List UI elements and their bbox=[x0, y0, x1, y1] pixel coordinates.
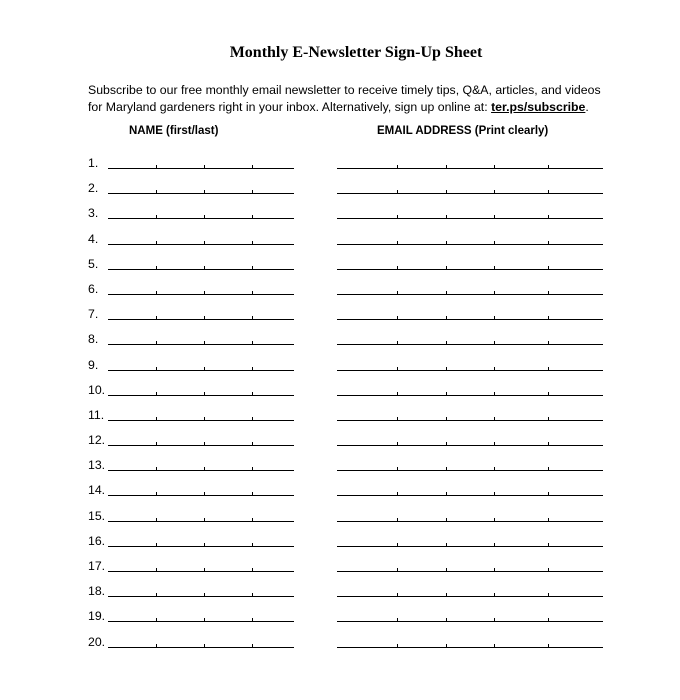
line-tick bbox=[156, 618, 157, 621]
name-write-line[interactable] bbox=[108, 546, 294, 547]
line-tick bbox=[252, 568, 253, 571]
email-write-line[interactable] bbox=[337, 621, 603, 622]
signup-row bbox=[0, 557, 680, 582]
row-number: 19. bbox=[88, 609, 106, 624]
line-tick bbox=[252, 618, 253, 621]
email-write-line[interactable] bbox=[337, 193, 603, 194]
name-write-line[interactable] bbox=[108, 596, 294, 597]
line-tick bbox=[252, 291, 253, 294]
line-tick bbox=[548, 593, 549, 596]
line-tick bbox=[397, 644, 398, 647]
line-tick bbox=[397, 492, 398, 495]
line-tick bbox=[204, 316, 205, 319]
email-write-line[interactable] bbox=[337, 218, 603, 219]
line-tick bbox=[397, 341, 398, 344]
name-write-line[interactable] bbox=[108, 269, 294, 270]
email-write-line[interactable] bbox=[337, 168, 603, 169]
row-number: 12. bbox=[88, 433, 106, 448]
email-column-header: EMAIL ADDRESS (Print clearly) bbox=[377, 125, 549, 137]
line-tick bbox=[494, 442, 495, 445]
signup-row bbox=[0, 507, 680, 532]
line-tick bbox=[156, 543, 157, 546]
line-tick bbox=[548, 518, 549, 521]
line-tick bbox=[548, 266, 549, 269]
line-tick bbox=[156, 367, 157, 370]
line-tick bbox=[204, 215, 205, 218]
line-tick bbox=[446, 593, 447, 596]
line-tick bbox=[156, 442, 157, 445]
line-tick bbox=[156, 568, 157, 571]
line-tick bbox=[548, 417, 549, 420]
line-tick bbox=[397, 367, 398, 370]
signup-row bbox=[0, 582, 680, 607]
line-tick bbox=[397, 442, 398, 445]
row-number: 14. bbox=[88, 483, 106, 498]
name-write-line[interactable] bbox=[108, 193, 294, 194]
signup-row bbox=[0, 431, 680, 456]
line-tick bbox=[252, 215, 253, 218]
line-tick bbox=[494, 568, 495, 571]
name-write-line[interactable] bbox=[108, 571, 294, 572]
line-tick bbox=[494, 543, 495, 546]
line-tick bbox=[494, 644, 495, 647]
line-tick bbox=[446, 266, 447, 269]
line-tick bbox=[548, 644, 549, 647]
email-write-line[interactable] bbox=[337, 521, 603, 522]
line-tick bbox=[156, 291, 157, 294]
line-tick bbox=[548, 618, 549, 621]
line-tick bbox=[397, 392, 398, 395]
line-tick bbox=[446, 644, 447, 647]
line-tick bbox=[548, 367, 549, 370]
row-number: 10. bbox=[88, 382, 106, 397]
row-number: 9. bbox=[88, 357, 99, 372]
row-number: 4. bbox=[88, 231, 99, 246]
line-tick bbox=[204, 568, 205, 571]
line-tick bbox=[204, 190, 205, 193]
line-tick bbox=[494, 618, 495, 621]
line-tick bbox=[156, 266, 157, 269]
line-tick bbox=[446, 367, 447, 370]
line-tick bbox=[548, 165, 549, 168]
line-tick bbox=[252, 442, 253, 445]
line-tick bbox=[252, 492, 253, 495]
email-write-line[interactable] bbox=[337, 546, 603, 547]
line-tick bbox=[204, 618, 205, 621]
line-tick bbox=[494, 593, 495, 596]
row-number: 11. bbox=[88, 407, 105, 422]
line-tick bbox=[397, 543, 398, 546]
page-title: Monthly E-Newsletter Sign-Up Sheet bbox=[229, 44, 483, 61]
signup-row bbox=[0, 456, 680, 481]
line-tick bbox=[397, 417, 398, 420]
line-tick bbox=[548, 190, 549, 193]
line-tick bbox=[156, 165, 157, 168]
line-tick bbox=[204, 467, 205, 470]
line-tick bbox=[204, 543, 205, 546]
name-write-line[interactable] bbox=[108, 470, 294, 471]
line-tick bbox=[204, 644, 205, 647]
name-write-line[interactable] bbox=[108, 370, 294, 371]
line-tick bbox=[252, 316, 253, 319]
line-tick bbox=[397, 291, 398, 294]
line-tick bbox=[548, 467, 549, 470]
row-number: 2. bbox=[88, 181, 99, 196]
line-tick bbox=[494, 341, 495, 344]
line-tick bbox=[204, 392, 205, 395]
signup-rows bbox=[0, 154, 680, 658]
line-tick bbox=[156, 644, 157, 647]
line-tick bbox=[494, 518, 495, 521]
line-tick bbox=[494, 165, 495, 168]
line-tick bbox=[446, 241, 447, 244]
line-tick bbox=[397, 618, 398, 621]
line-tick bbox=[156, 417, 157, 420]
line-tick bbox=[397, 593, 398, 596]
email-write-line[interactable] bbox=[337, 571, 603, 572]
name-write-line[interactable] bbox=[108, 521, 294, 522]
line-tick bbox=[252, 417, 253, 420]
line-tick bbox=[446, 316, 447, 319]
row-number: 13. bbox=[88, 458, 106, 473]
email-write-line[interactable] bbox=[337, 269, 603, 270]
line-tick bbox=[548, 543, 549, 546]
line-tick bbox=[548, 392, 549, 395]
email-write-line[interactable] bbox=[337, 420, 603, 421]
line-tick bbox=[252, 392, 253, 395]
line-tick bbox=[494, 467, 495, 470]
line-tick bbox=[494, 316, 495, 319]
signup-row bbox=[0, 481, 680, 506]
line-tick bbox=[397, 316, 398, 319]
line-tick bbox=[204, 241, 205, 244]
row-number: 7. bbox=[88, 307, 99, 322]
email-write-line[interactable] bbox=[337, 647, 603, 648]
line-tick bbox=[252, 190, 253, 193]
signup-row bbox=[0, 330, 680, 355]
line-tick bbox=[204, 291, 205, 294]
name-write-line[interactable] bbox=[108, 344, 294, 345]
line-tick bbox=[252, 341, 253, 344]
line-tick bbox=[397, 467, 398, 470]
line-tick bbox=[252, 266, 253, 269]
line-tick bbox=[252, 367, 253, 370]
line-tick bbox=[446, 568, 447, 571]
name-write-line[interactable] bbox=[108, 218, 294, 219]
line-tick bbox=[548, 492, 549, 495]
row-number: 1. bbox=[88, 156, 99, 170]
line-tick bbox=[494, 241, 495, 244]
line-tick bbox=[494, 215, 495, 218]
line-tick bbox=[548, 442, 549, 445]
line-tick bbox=[252, 165, 253, 168]
line-tick bbox=[494, 492, 495, 495]
line-tick bbox=[446, 291, 447, 294]
line-tick bbox=[446, 518, 447, 521]
line-tick bbox=[204, 266, 205, 269]
email-write-line[interactable] bbox=[337, 395, 603, 396]
line-tick bbox=[548, 241, 549, 244]
email-write-line[interactable] bbox=[337, 445, 603, 446]
line-tick bbox=[397, 266, 398, 269]
email-write-line[interactable] bbox=[337, 495, 603, 496]
signup-row bbox=[0, 230, 680, 255]
line-tick bbox=[204, 367, 205, 370]
line-tick bbox=[156, 467, 157, 470]
signup-row bbox=[0, 255, 680, 280]
name-write-line[interactable] bbox=[108, 445, 294, 446]
intro-text: Subscribe to our free monthly email newsletter to receive timely tips, Q&A, articles, and videos for Maryland gardeners right in your inbox. Alternatively, sign up online at: bbox=[88, 83, 601, 114]
line-tick bbox=[397, 190, 398, 193]
line-tick bbox=[156, 241, 157, 244]
email-write-line[interactable] bbox=[337, 470, 603, 471]
name-write-line[interactable] bbox=[108, 420, 294, 421]
line-tick bbox=[494, 266, 495, 269]
email-write-line[interactable] bbox=[337, 319, 603, 320]
line-tick bbox=[397, 568, 398, 571]
line-tick bbox=[446, 215, 447, 218]
line-tick bbox=[156, 492, 157, 495]
signup-row bbox=[0, 280, 680, 305]
name-write-line[interactable] bbox=[108, 168, 294, 169]
signup-row bbox=[0, 633, 680, 658]
line-tick bbox=[252, 467, 253, 470]
line-tick bbox=[397, 165, 398, 168]
signup-row bbox=[0, 532, 680, 557]
line-tick bbox=[494, 417, 495, 420]
line-tick bbox=[204, 165, 205, 168]
row-number: 16. bbox=[88, 533, 106, 548]
line-tick bbox=[204, 442, 205, 445]
line-tick bbox=[548, 291, 549, 294]
line-tick bbox=[252, 644, 253, 647]
line-tick bbox=[204, 341, 205, 344]
name-write-line[interactable] bbox=[108, 395, 294, 396]
email-write-line[interactable] bbox=[337, 370, 603, 371]
row-number: 18. bbox=[88, 584, 106, 599]
name-write-line[interactable] bbox=[108, 495, 294, 496]
line-tick bbox=[156, 518, 157, 521]
intro-text-end: . bbox=[585, 100, 589, 114]
line-tick bbox=[397, 215, 398, 218]
line-tick bbox=[204, 492, 205, 495]
line-tick bbox=[446, 618, 447, 621]
line-tick bbox=[252, 543, 253, 546]
signup-row bbox=[0, 406, 680, 431]
line-tick bbox=[204, 518, 205, 521]
line-tick bbox=[397, 518, 398, 521]
line-tick bbox=[548, 316, 549, 319]
row-number: 6. bbox=[88, 281, 99, 296]
line-tick bbox=[446, 341, 447, 344]
subscribe-link[interactable]: ter.ps/subscribe bbox=[491, 100, 586, 114]
line-tick bbox=[446, 467, 447, 470]
signup-row bbox=[0, 607, 680, 632]
line-tick bbox=[156, 392, 157, 395]
name-write-line[interactable] bbox=[108, 621, 294, 622]
line-tick bbox=[446, 417, 447, 420]
line-tick bbox=[446, 392, 447, 395]
name-write-line[interactable] bbox=[108, 294, 294, 295]
line-tick bbox=[156, 190, 157, 193]
row-number: 15. bbox=[88, 508, 106, 523]
signup-row bbox=[0, 179, 680, 204]
line-tick bbox=[494, 190, 495, 193]
line-tick bbox=[548, 215, 549, 218]
signup-row bbox=[0, 154, 680, 179]
line-tick bbox=[397, 241, 398, 244]
line-tick bbox=[446, 442, 447, 445]
row-number: 5. bbox=[88, 256, 99, 271]
line-tick bbox=[494, 367, 495, 370]
line-tick bbox=[548, 341, 549, 344]
line-tick bbox=[446, 165, 447, 168]
email-write-line[interactable] bbox=[337, 596, 603, 597]
name-write-line[interactable] bbox=[108, 647, 294, 648]
line-tick bbox=[156, 341, 157, 344]
line-tick bbox=[252, 518, 253, 521]
signup-row bbox=[0, 381, 680, 406]
intro-paragraph bbox=[88, 82, 608, 116]
email-write-line[interactable] bbox=[337, 344, 603, 345]
line-tick bbox=[548, 568, 549, 571]
email-write-line[interactable] bbox=[337, 244, 603, 245]
name-write-line[interactable] bbox=[108, 319, 294, 320]
row-number: 8. bbox=[88, 332, 99, 347]
email-write-line[interactable] bbox=[337, 294, 603, 295]
name-column-header: NAME (first/last) bbox=[129, 125, 219, 137]
row-number: 3. bbox=[88, 206, 99, 221]
line-tick bbox=[494, 291, 495, 294]
line-tick bbox=[446, 492, 447, 495]
line-tick bbox=[156, 215, 157, 218]
line-tick bbox=[156, 316, 157, 319]
signup-row bbox=[0, 204, 680, 229]
row-number: 17. bbox=[88, 559, 106, 573]
signup-row bbox=[0, 356, 680, 381]
line-tick bbox=[446, 543, 447, 546]
line-tick bbox=[204, 593, 205, 596]
line-tick bbox=[204, 417, 205, 420]
line-tick bbox=[156, 593, 157, 596]
row-number: 20. bbox=[88, 634, 106, 649]
line-tick bbox=[252, 593, 253, 596]
line-tick bbox=[446, 190, 447, 193]
name-write-line[interactable] bbox=[108, 244, 294, 245]
line-tick bbox=[494, 392, 495, 395]
signup-row bbox=[0, 305, 680, 330]
line-tick bbox=[252, 241, 253, 244]
